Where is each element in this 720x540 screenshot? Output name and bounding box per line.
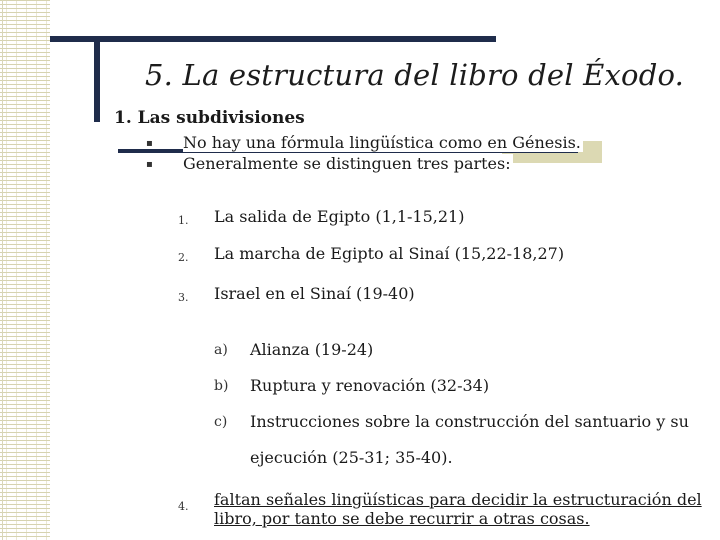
title-vertical-bar (94, 36, 100, 122)
sublist-item: Alianza (19-24) (250, 340, 374, 359)
note-line: libro, por tanto se debe recurrir a otras cosas. (214, 509, 590, 528)
decorative-grid-stripe (0, 0, 50, 540)
slide-title: 5. La estructura del libro del Éxodo. (145, 58, 685, 92)
sublist-item: Ruptura y renovación (32-34) (250, 376, 490, 395)
bullet-marker: ▪ (146, 159, 153, 170)
list-number: 4. (178, 500, 189, 513)
list-number: 1. (178, 214, 189, 227)
sublist-item-continuation: ejecución (25-31; 35-40). (250, 448, 453, 467)
bullet-marker: ▪ (146, 138, 153, 149)
sublist-letter: a) (214, 342, 228, 358)
subheading: 1. Las subdivisiones (114, 108, 305, 128)
list-item: La salida de Egipto (1,1-15,21) (214, 207, 465, 226)
note-line: faltan señales lingüísticas para decidir la estructuración del (214, 490, 702, 509)
list-item: Israel en el Sinaí (19-40) (214, 284, 415, 303)
sublist-letter: b) (214, 378, 229, 394)
title-top-bar (50, 36, 496, 42)
bullet-text: Generalmente se distinguen tres partes: (183, 154, 511, 173)
bullet-text: No hay una fórmula lingüística como en Génesis. (183, 133, 581, 152)
sublist-letter: c) (214, 414, 228, 430)
sublist-item: Instrucciones sobre la construcción del santuario y su (250, 412, 689, 431)
list-item: La marcha de Egipto al Sinaí (15,22-18,27) (214, 244, 565, 263)
list-number: 3. (178, 291, 189, 304)
list-number: 2. (178, 251, 189, 264)
